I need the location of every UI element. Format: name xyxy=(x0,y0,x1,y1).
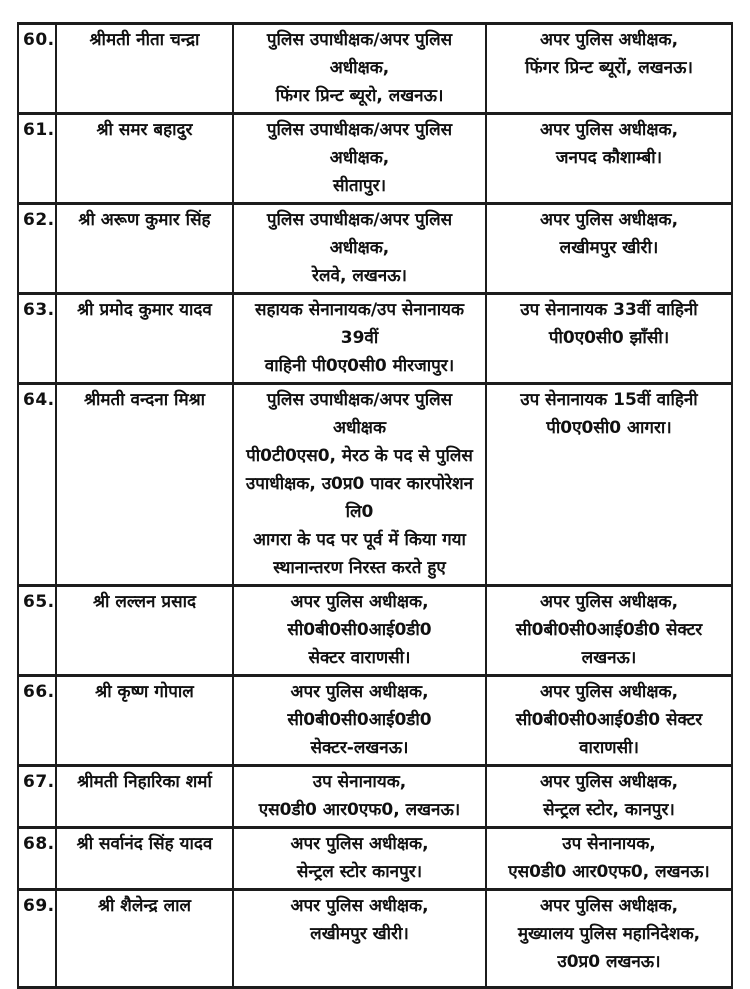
text-line: सी0बी0सी0आई0डी0 सेक्टर लखनऊ। xyxy=(515,620,703,668)
text-line: अपर पुलिस अधीक्षक, xyxy=(290,896,429,916)
text-line: उप सेनानायक 15वीं वाहिनी xyxy=(520,390,698,410)
text-line: पी0टी0एस0, मेरठ के पद से पुलिस xyxy=(246,446,473,466)
text-line: सेन्ट्रल स्टोर, कानपुर। xyxy=(543,800,675,820)
serial-cell: 63. xyxy=(18,294,56,384)
text-line: सहायक सेनानायक/उप सेनानायक 39वीं xyxy=(254,300,465,348)
previous-posting-cell xyxy=(233,766,486,828)
name-cell: श्री प्रमोद कुमार यादव xyxy=(56,294,233,384)
text-line: अपर पुलिस अधीक्षक, xyxy=(290,834,429,854)
new-posting-cell xyxy=(486,828,732,890)
previous-posting-cell xyxy=(233,828,486,890)
text-line: उप सेनानायक 33वीं वाहिनी xyxy=(520,300,698,320)
text-line: सेन्ट्रल स्टोर कानपुर। xyxy=(296,862,423,882)
name-cell: श्री समर बहादुर xyxy=(56,114,233,204)
new-posting-cell xyxy=(486,890,732,988)
text-line: फिंगर प्रिन्ट ब्यूरो, लखनऊ। xyxy=(275,86,444,106)
text-line: पी0ए0सी0 झाँसी। xyxy=(548,328,670,348)
serial-cell: 69. xyxy=(18,890,56,988)
name-cell: श्री शैलेन्द्र लाल xyxy=(56,890,233,988)
text-line: फिंगर प्रिन्ट ब्यूरों, लखनऊ। xyxy=(525,58,693,78)
serial-cell: 61. xyxy=(18,114,56,204)
text-line: मुख्यालय पुलिस महानिदेशक, xyxy=(517,924,701,944)
serial-cell: 64. xyxy=(18,384,56,586)
text-line: उपाधीक्षक, उ0प्र0 पावर कारपोरेशन लि0 xyxy=(245,474,474,522)
text-line: अपर पुलिस अधीक्षक, xyxy=(539,120,679,140)
table-row xyxy=(18,114,732,204)
previous-posting-cell xyxy=(233,204,486,294)
text-line: पुलिस उपाधीक्षक/अपर पुलिस अधीक्षक, xyxy=(266,30,453,78)
name-cell: श्री अरूण कुमार सिंह xyxy=(56,204,233,294)
name-cell: श्री कृष्ण गोपाल xyxy=(56,676,233,766)
text-line: अपर पुलिस अधीक्षक, xyxy=(539,682,679,702)
text-line: वाहिनी पी0ए0सी0 मीरजापुर। xyxy=(264,356,455,376)
table-row xyxy=(18,828,732,890)
text-line: लखीमपुर खीरी। xyxy=(559,238,659,258)
serial-cell: 60. xyxy=(18,24,56,114)
text-line: सेक्टर वाराणसी। xyxy=(308,648,411,668)
table-row xyxy=(18,676,732,766)
table-row xyxy=(18,766,732,828)
name-cell: श्रीमती वन्दना मिश्रा xyxy=(56,384,233,586)
serial-cell: 62. xyxy=(18,204,56,294)
text-line: अपर पुलिस अधीक्षक, xyxy=(539,210,679,230)
text-line: पुलिस उपाधीक्षक/अपर पुलिस अधीक्षक, xyxy=(266,120,453,168)
text-line: अपर पुलिस अधीक्षक, xyxy=(539,896,679,916)
text-line: उप सेनानायक, xyxy=(312,772,407,792)
text-line: अपर पुलिस अधीक्षक, xyxy=(539,30,679,50)
previous-posting-cell xyxy=(233,24,486,114)
text-line: अपर पुलिस अधीक्षक, सी0बी0सी0आई0डी0 xyxy=(287,682,432,730)
table-row xyxy=(18,384,732,586)
text-line: जनपद कौशाम्बी। xyxy=(555,148,663,168)
transfer-table xyxy=(17,22,733,989)
table-row xyxy=(18,204,732,294)
text-line: आगरा के पद पर पूर्व में किया गया xyxy=(253,530,466,550)
text-line: एस0डी0 आर0एफ0, लखनऊ। xyxy=(258,800,461,820)
new-posting-cell xyxy=(486,114,732,204)
name-cell: श्री लल्लन प्रसाद xyxy=(56,586,233,676)
text-line: उप सेनानायक, xyxy=(562,834,656,854)
new-posting-cell xyxy=(486,586,732,676)
table-row xyxy=(18,890,732,988)
text-line: पुलिस उपाधीक्षक/अपर पुलिस अधीक्षक xyxy=(266,390,453,438)
text-line: लखीमपुर खीरी। xyxy=(310,924,409,944)
text-line: सेक्टर-लखनऊ। xyxy=(310,738,409,758)
text-line: अपर पुलिस अधीक्षक, xyxy=(539,772,679,792)
text-line: एस0डी0 आर0एफ0, लखनऊ। xyxy=(508,862,710,882)
previous-posting-cell xyxy=(233,586,486,676)
previous-posting-cell xyxy=(233,676,486,766)
table-row xyxy=(18,586,732,676)
table-row xyxy=(18,294,732,384)
serial-cell: 65. xyxy=(18,586,56,676)
text-line: पी0ए0सी0 आगरा। xyxy=(546,418,672,438)
new-posting-cell xyxy=(486,294,732,384)
name-cell: श्रीमती निहारिका शर्मा xyxy=(56,766,233,828)
text-line: सीतापुर। xyxy=(332,176,387,196)
text-line: अपर पुलिस अधीक्षक, xyxy=(539,592,679,612)
new-posting-cell xyxy=(486,676,732,766)
text-line: पुलिस उपाधीक्षक/अपर पुलिस अधीक्षक, xyxy=(266,210,453,258)
text-line: स्थानान्तरण निरस्त करते हुए xyxy=(273,558,446,578)
serial-cell: 68. xyxy=(18,828,56,890)
text-line: उ0प्र0 लखनऊ। xyxy=(557,952,661,972)
text-line: अपर पुलिस अधीक्षक, सी0बी0सी0आई0डी0 xyxy=(287,592,432,640)
new-posting-cell xyxy=(486,24,732,114)
new-posting-cell xyxy=(486,384,732,586)
previous-posting-cell xyxy=(233,114,486,204)
name-cell: श्री सर्वानंद सिंह यादव xyxy=(56,828,233,890)
previous-posting-cell xyxy=(233,890,486,988)
text-line: सी0बी0सी0आई0डी0 सेक्टर वाराणसी। xyxy=(515,710,703,758)
new-posting-cell xyxy=(486,204,732,294)
serial-cell: 67. xyxy=(18,766,56,828)
previous-posting-cell xyxy=(233,294,486,384)
table-row xyxy=(18,24,732,114)
previous-posting-cell xyxy=(233,384,486,586)
text-line: रेलवे, लखनऊ। xyxy=(312,266,407,286)
new-posting-cell xyxy=(486,766,732,828)
name-cell: श्रीमती नीता चन्द्रा xyxy=(56,24,233,114)
serial-cell: 66. xyxy=(18,676,56,766)
